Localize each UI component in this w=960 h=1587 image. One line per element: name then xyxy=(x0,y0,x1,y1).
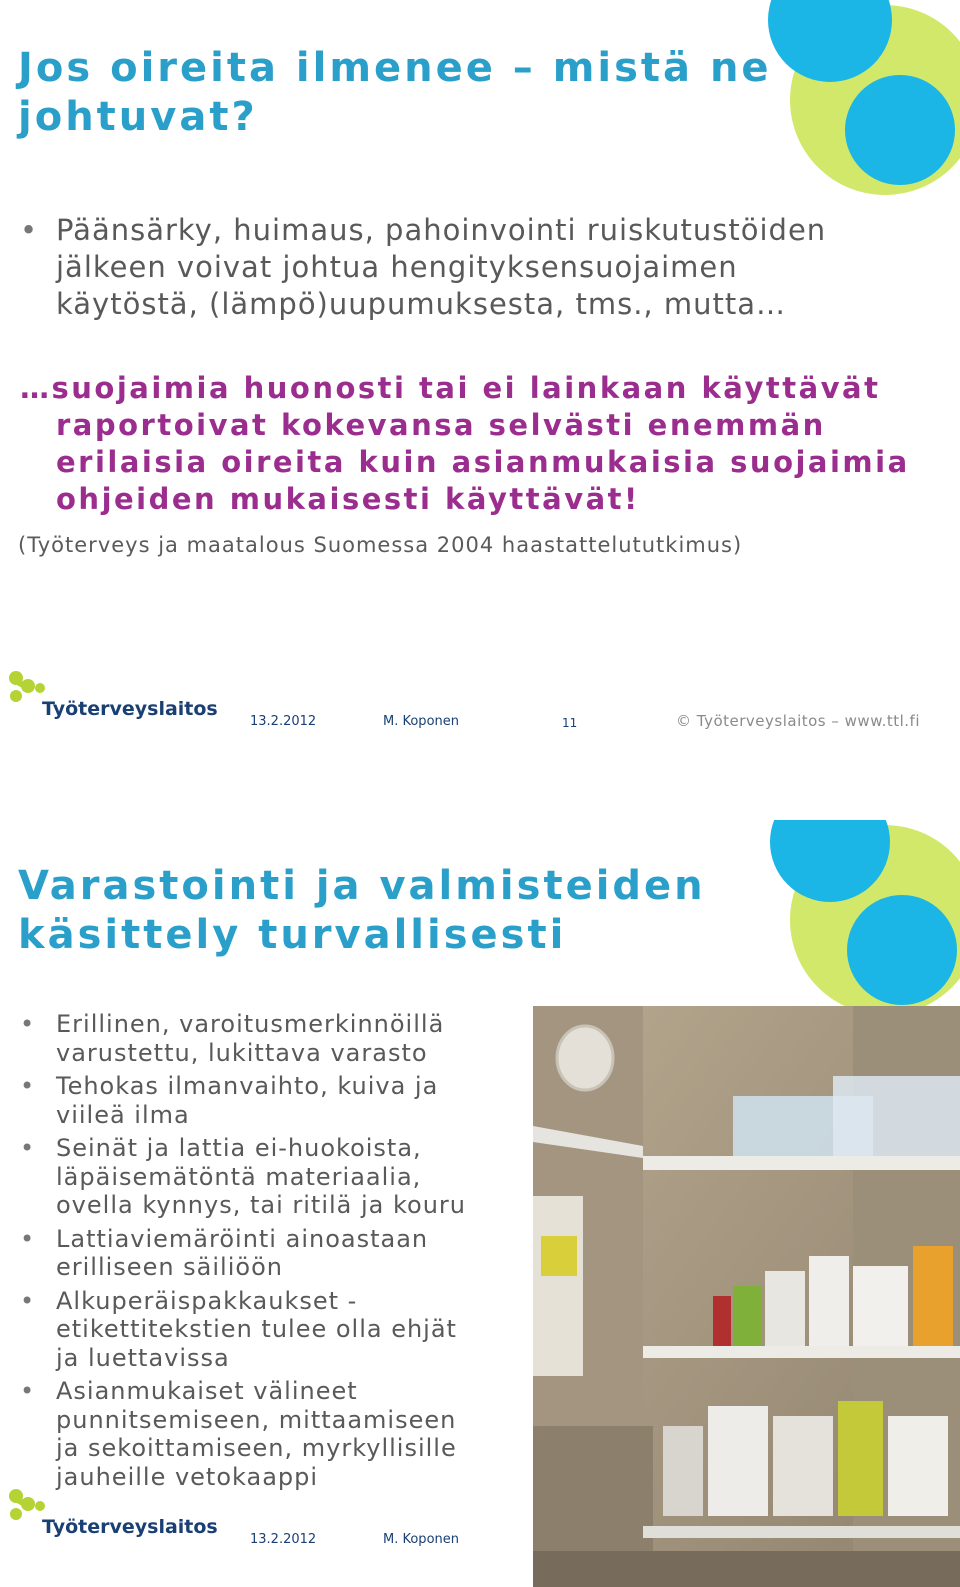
ttl-logo-text: Työterveyslaitos xyxy=(42,698,218,720)
slide-title: Varastointi ja valmisteiden käsittely turvallisesti xyxy=(18,863,706,958)
footer-date: 13.2.2012 xyxy=(250,714,317,729)
bullet-dot-icon: • xyxy=(20,1224,36,1253)
bullet-list xyxy=(20,1010,500,1496)
bullet-list xyxy=(20,212,850,323)
bullet-item: • Alkuperäispakkaukset - etikettitekstien tulee olla ehjät ja luettavissa xyxy=(20,1286,457,1372)
slide-title: Jos oireita ilmenee – mistä ne johtuvat? xyxy=(18,45,772,140)
slide-footer xyxy=(0,662,960,732)
bullet-dot-icon: • xyxy=(20,1134,36,1162)
footer-page-number: 11 xyxy=(562,716,578,730)
footer-copyright: © Työterveyslaitos – www.ttl.fi xyxy=(676,712,921,730)
bullet-dot-icon: • xyxy=(20,1286,36,1315)
bullet-dot-icon: • xyxy=(20,1072,36,1100)
slide-footer xyxy=(0,1480,960,1550)
bullet-item: • Asianmukaiset välineet punnitsemiseen, mittaamiseen ja sekoittamiseen, myrkyllisille jauheille vetokaappi xyxy=(20,1377,457,1491)
slide-2 xyxy=(0,820,960,1587)
bullet-dot-icon: • xyxy=(20,213,39,247)
bullet-dot-icon: • xyxy=(20,1010,36,1038)
footer-date: 13.2.2012 xyxy=(250,1532,317,1547)
decorative-circles xyxy=(710,820,960,1010)
bullet-item: • Erillinen, varoitusmerkinnöillä varustettu, lukittava varasto xyxy=(20,1010,445,1067)
ttl-logo-text: Työterveyslaitos xyxy=(42,1516,218,1538)
footer-author: M. Koponen xyxy=(383,714,459,729)
bullet-item: • Päänsärky, huimaus, pahoinvointi ruiskutustöiden jälkeen voivat johtua hengityksensuojaimen käytöstä, (lämpö)uupumuksesta, tms., mutta… xyxy=(20,213,827,321)
footer-author: M. Koponen xyxy=(383,1532,459,1547)
highlight-statement: …suojaimia huonosti tai ei lainkaan käyttävät raportoivat kokevansa selvästi enemmän erilaisia oireita kuin asianmukaisia suojaimia ohjeiden mukaisesti käyttävät! xyxy=(20,371,910,516)
bullet-dot-icon: • xyxy=(20,1377,36,1405)
bullet-item: • Lattiaviemäröinti ainoastaan erilliseen säiliöön xyxy=(20,1224,429,1281)
bullet-item: • Tehokas ilmanvaihto, kuiva ja viileä ilma xyxy=(20,1072,439,1129)
source-citation: (Työterveys ja maatalous Suomessa 2004 haastattelututkimus) xyxy=(18,533,743,557)
bullet-item: • Seinät ja lattia ei-huokoista, läpäisemätöntä materiaalia, ovella kynnys, tai ritilä ja kouru xyxy=(20,1134,467,1219)
slide-1 xyxy=(0,0,960,770)
